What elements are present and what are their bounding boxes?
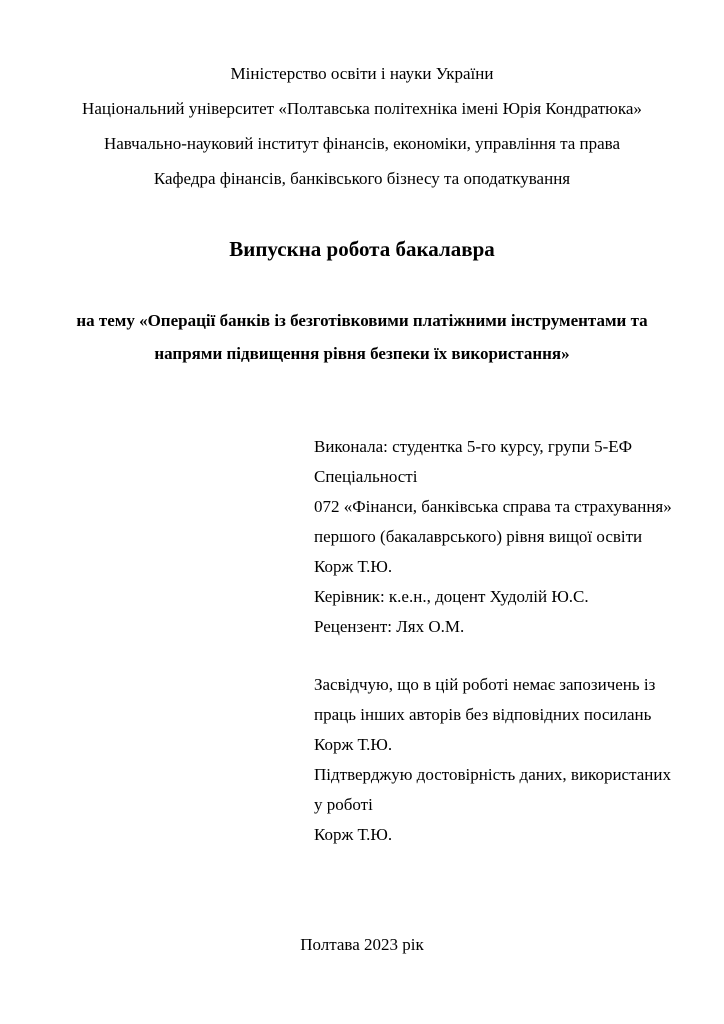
supervisor-line: Керівник: к.е.н., доцент Худолій Ю.С. <box>314 587 589 606</box>
ministry-line: Міністерство освіти і науки України <box>230 64 494 83</box>
topic-line-2: напрями підвищення рівня безпеки їх використання» <box>154 344 570 363</box>
topic-line-1: на тему «Операції банків із безготівковими платіжними інструментами та <box>76 311 648 330</box>
department-line: Кафедра фінансів, банківського бізнесу та оподаткування <box>153 169 571 188</box>
author-degree-level: першого (бакалаврського) рівня вищої освіти <box>314 527 643 546</box>
reviewer-line: Рецензент: Лях О.М. <box>314 617 465 636</box>
declaration-line-3: Підтверджую достовірність даних, використаних <box>314 765 671 784</box>
thesis-title: Випускна робота бакалавра <box>229 237 495 261</box>
author-specialty-label: Спеціальності <box>314 467 418 486</box>
institution-header <box>44 56 680 196</box>
university-line: Національний університет «Полтавська політехніка імені Юрія Кондратюка» <box>82 99 642 118</box>
author-performed-by: Виконала: студентка 5-го курсу, групи 5-ЕФ <box>314 437 633 456</box>
author-name: Корж Т.Ю. <box>314 557 393 576</box>
declaration-line-2: праць інших авторів без відповідних посилань <box>314 705 652 724</box>
declaration-line-4: у роботі <box>314 795 373 814</box>
institute-line: Навчально-науковий інститут фінансів, економіки, управління та права <box>103 134 621 153</box>
author-block <box>314 432 680 642</box>
author-specialty-code: 072 «Фінанси, банківська справа та страхування» <box>314 497 672 516</box>
city-year-footer: Полтава 2023 рік <box>300 935 424 954</box>
declaration-signature-1: Корж Т.Ю. <box>314 735 393 754</box>
thesis-topic <box>44 304 680 370</box>
declaration-signature-2: Корж Т.Ю. <box>314 825 393 844</box>
declaration-block <box>314 670 680 850</box>
declaration-line-1: Засвідчую, що в цій роботі немає запозичень із <box>314 675 656 694</box>
